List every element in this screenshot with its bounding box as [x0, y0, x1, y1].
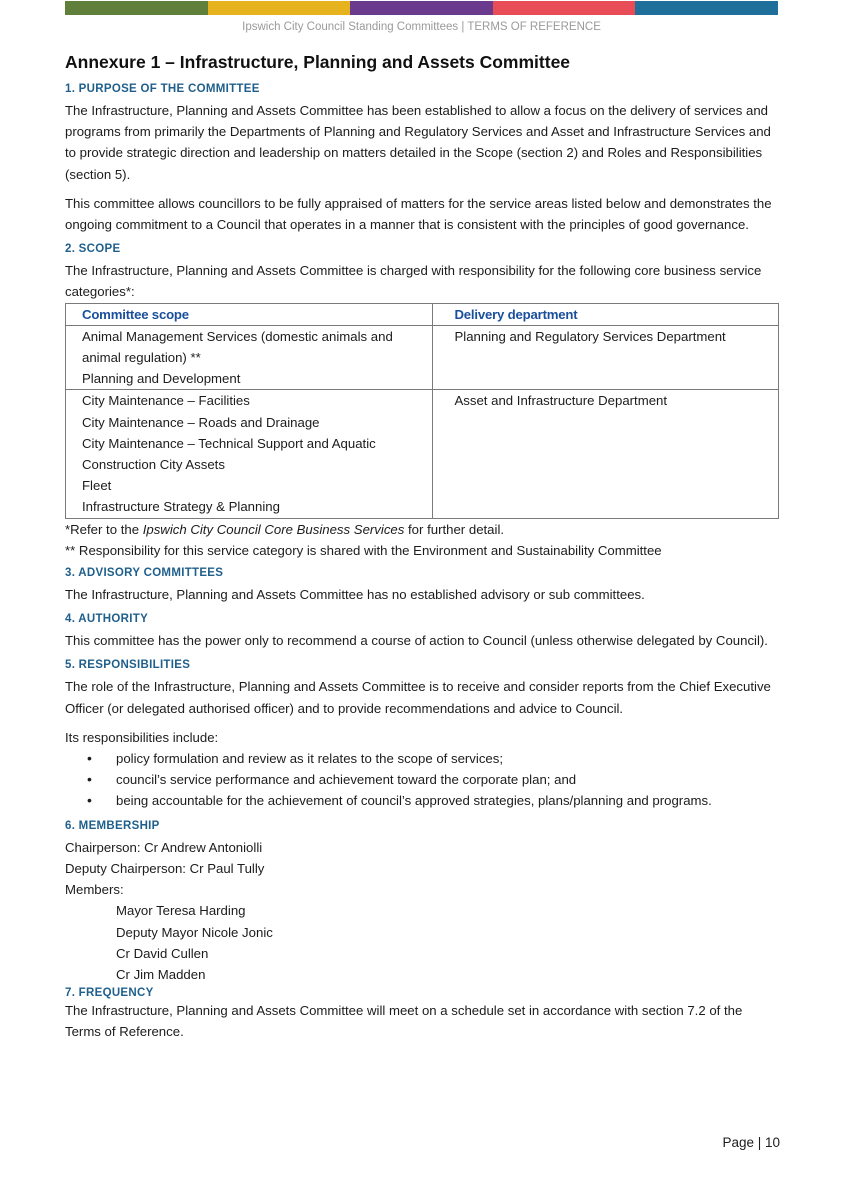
- table-row: [66, 325, 779, 390]
- scope-item: Construction City Assets: [82, 457, 225, 473]
- list-item: • policy formulation and review as it relates to the scope of services;: [65, 748, 779, 769]
- band-red: [493, 1, 636, 15]
- footnote-document-reference: Ipswich City Council Core Business Services: [142, 521, 405, 537]
- table-cell-scope: [66, 390, 433, 518]
- section-heading-advisory: 3. ADVISORY COMMITTEES: [65, 567, 224, 580]
- table-header-scope: Committee scope: [66, 303, 433, 325]
- table-cell-department: Planning and Regulatory Services Department: [433, 325, 779, 390]
- list-item: • council’s service performance and achievement toward the corporate plan; and: [65, 769, 779, 790]
- chairperson: Chairperson: Cr Andrew Antoniolli: [65, 839, 263, 855]
- scope-item: Fleet: [82, 478, 112, 494]
- footnote-shared-responsibility: ** Responsibility for this service category is shared with the Environment and Sustainability Committee: [65, 542, 662, 558]
- responsibilities-paragraph-1: The role of the Infrastructure, Planning and Assets Committee is to receive and consider reports from the Chief Executive Officer (or delegated authorised officer) and to provide recommendations and advice to Council.: [65, 679, 771, 716]
- advisory-paragraph: The Infrastructure, Planning and Assets Committee has no established advisory or sub committees.: [65, 587, 645, 603]
- band-green: [65, 1, 208, 15]
- running-header: Ipswich City Council Standing Committees | TERMS OF REFERENCE: [242, 21, 601, 33]
- scope-table: [65, 303, 779, 519]
- scope-item: Infrastructure Strategy & Planning: [82, 499, 280, 515]
- scope-item: Animal Management Services (domestic animals and animal regulation) **: [82, 328, 393, 366]
- table-row: [66, 390, 779, 518]
- document-body: [65, 52, 779, 1051]
- table-header-row: [66, 303, 779, 325]
- table-cell-scope: [66, 325, 433, 390]
- footnote-text: *Refer to the: [65, 521, 143, 537]
- section-heading-frequency: 7. FREQUENCY: [65, 987, 154, 1000]
- scope-item: Planning and Development: [82, 371, 241, 387]
- section-heading-responsibilities: 5. RESPONSIBILITIES: [65, 659, 191, 672]
- section-heading-membership: 6. MEMBERSHIP: [65, 819, 160, 832]
- purpose-paragraph-2: This committee allows councillors to be fully appraised of matters for the service areas listed below and demonstrates the ongoing commitment to a Council that operates in a manner that is consistent with the principles of good governance.: [65, 195, 772, 233]
- purpose-paragraph-1: The Infrastructure, Planning and Assets Committee has been established to allow a focus on the delivery of services and programs from primarily the Departments of Planning and Regulatory Services and Asset and Infrastructure Services and to provide strategic direction and leadership on matters detailed in the Scope (section 2) and Roles and Responsibilities (section 5).: [65, 103, 771, 182]
- footnote-core-business: [65, 519, 779, 540]
- deputy-chairperson: Deputy Chairperson: Cr Paul Tully: [65, 860, 265, 876]
- section-heading-purpose: 1. PURPOSE OF THE COMMITTEE: [65, 83, 260, 95]
- header-color-band: [65, 1, 778, 15]
- table-cell-department: Asset and Infrastructure Department: [433, 390, 779, 518]
- members-label: Members:: [65, 882, 124, 898]
- scope-item: City Maintenance – Technical Support and Aquatic: [82, 435, 376, 451]
- footnote-text: for further detail.: [404, 521, 505, 537]
- table-header-department: Delivery department: [433, 303, 779, 325]
- frequency-paragraph: The Infrastructure, Planning and Assets Committee will meet on a schedule set in accordance with section 7.2 of the Terms of Reference.: [65, 1003, 743, 1040]
- section-heading-scope: 2. SCOPE: [65, 243, 121, 256]
- band-yellow: [208, 1, 351, 15]
- list-item: • being accountable for the achievement of council’s approved strategies, plans/planning and programs.: [65, 790, 779, 811]
- band-blue: [635, 1, 778, 15]
- responsibilities-paragraph-2: Its responsibilities include:: [65, 729, 219, 745]
- responsibilities-list: [65, 748, 779, 812]
- member-name: Deputy Mayor Nicole Jonic: [116, 924, 273, 940]
- scope-intro: The Infrastructure, Planning and Assets Committee is charged with responsibility for the following core business service categories*:: [65, 263, 762, 300]
- member-name: Mayor Teresa Harding: [116, 903, 246, 919]
- member-name: Cr Jim Madden: [116, 966, 206, 982]
- section-heading-authority: 4. AUTHORITY: [65, 613, 149, 626]
- page-title: Annexure 1 – Infrastructure, Planning and Assets Committee: [65, 52, 571, 72]
- member-name: Cr David Cullen: [116, 945, 209, 961]
- scope-item: City Maintenance – Facilities: [82, 393, 250, 409]
- band-purple: [350, 1, 493, 15]
- scope-item: City Maintenance – Roads and Drainage: [82, 414, 320, 430]
- authority-paragraph: This committee has the power only to recommend a course of action to Council (unless otherwise delegated by Council).: [65, 633, 768, 649]
- page-number: Page | 10: [722, 1135, 780, 1150]
